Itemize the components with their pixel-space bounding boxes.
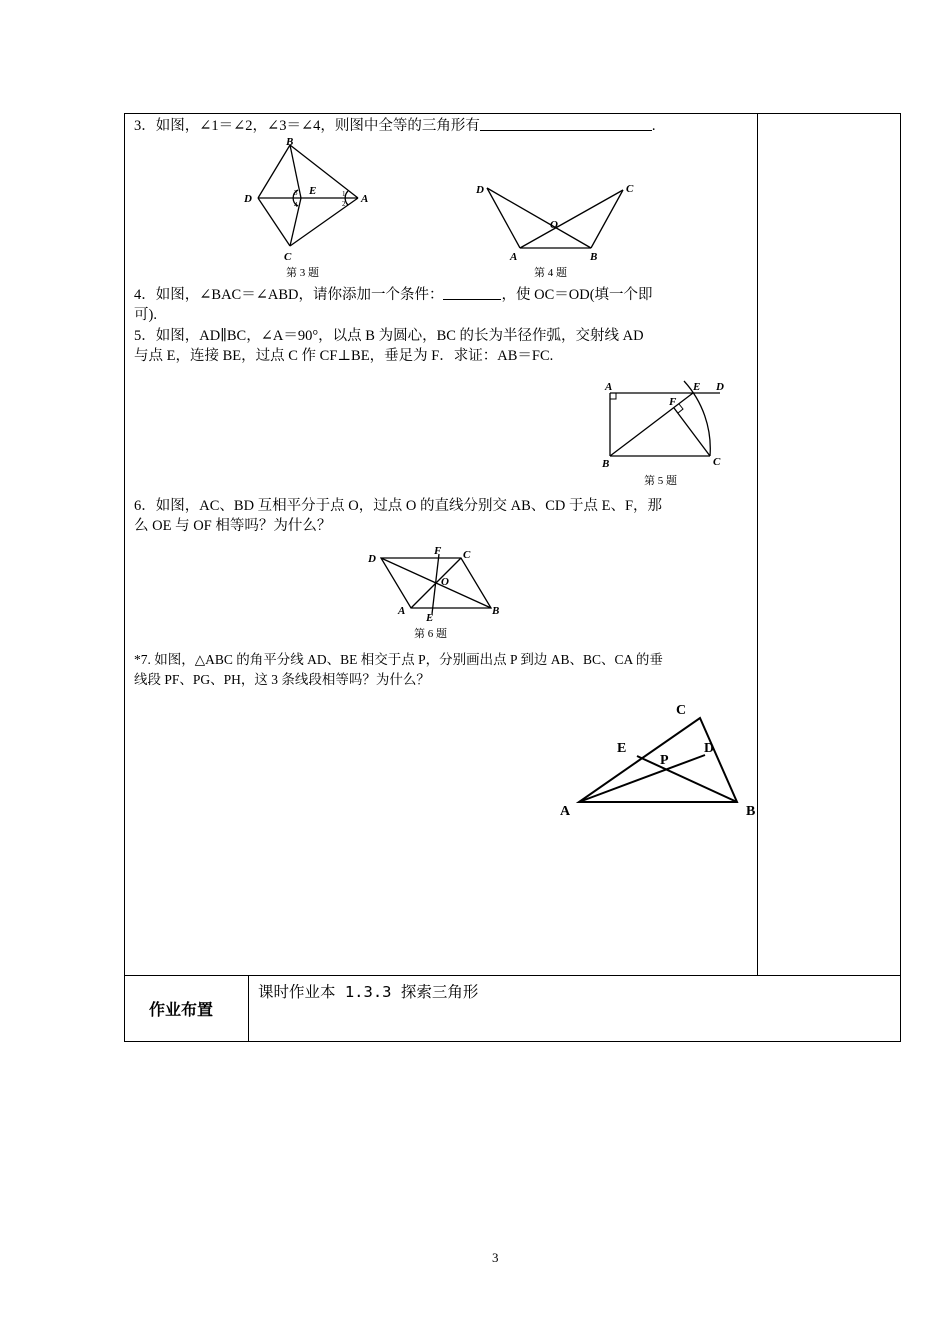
fig5-right-angle-f <box>678 404 683 413</box>
fig3-segment-dc <box>258 198 290 246</box>
page-number: 3 <box>492 1250 499 1265</box>
fig5-caption: 第 5 题 <box>644 475 677 487</box>
fig6-label-a: A <box>398 605 406 617</box>
question-6-line-1: 6．如图，AC、BD 互相平分于点 O，过点 O 的直线分别交 AB、CD 于点 E、F，那 <box>134 498 663 514</box>
figure-7 <box>555 698 760 823</box>
figure-3 <box>230 132 380 282</box>
figure-6 <box>362 542 507 642</box>
question-4-line-2: 可). <box>134 307 157 323</box>
fig6-label-b: B <box>492 605 500 617</box>
fig4-label-b: B <box>590 251 598 263</box>
table-border-right <box>900 113 901 1042</box>
fig6-caption: 第 6 题 <box>414 628 447 640</box>
homework-label: 作业布置 <box>149 1000 214 1019</box>
fig3-angle-1: 1 <box>342 190 346 198</box>
fig3-segment-ba <box>290 145 358 198</box>
fig5-label-c: C <box>713 456 721 468</box>
answer-blank-4 <box>443 285 501 300</box>
question-7-line-2: 线段 PF、PG、PH，这 3 条线段相等吗？为什么？ <box>134 672 430 687</box>
fig7-label-p: P <box>660 753 669 768</box>
fig7-label-c: C <box>676 703 687 718</box>
fig3-label-e: E <box>309 185 317 197</box>
figure-4 <box>470 176 645 281</box>
question-4-text-b: ，使 OC＝OD(填一个即 <box>501 287 653 303</box>
fig4-label-c: C <box>626 183 634 195</box>
figure-5 <box>596 373 741 491</box>
fig6-label-d: D <box>368 553 376 565</box>
fig7-label-e: E <box>617 741 627 756</box>
fig3-segment-bd <box>258 145 290 198</box>
fig6-label-c: C <box>463 549 471 561</box>
answer-blank-3 <box>480 116 652 131</box>
fig5-label-b: B <box>602 458 610 470</box>
fig3-label-a: A <box>361 193 369 205</box>
question-4-line-1 <box>134 285 653 305</box>
fig3-angle-3: 3 <box>294 189 298 197</box>
fig4-label-d: D <box>476 184 484 196</box>
fig5-right-angle-a <box>610 393 616 399</box>
fig3-angle-4: 4 <box>294 201 298 209</box>
table-row-divider <box>124 975 901 976</box>
question-6-line-2: 么 OE 与 OF 相等吗？为什么？ <box>134 518 332 534</box>
fig5-segment-be <box>610 393 693 456</box>
fig4-label-o: O <box>550 219 558 231</box>
table-border-bottom <box>124 1041 901 1042</box>
table-inner-vertical <box>757 113 758 975</box>
fig4-segment-db <box>487 188 591 248</box>
homework-content: 课时作业本 1.3.3 探索三角形 <box>258 983 479 1001</box>
fig5-label-a: A <box>605 381 613 393</box>
fig3-label-d: D <box>244 193 252 205</box>
fig6-label-e: E <box>426 612 434 624</box>
fig5-label-f: F <box>669 396 677 408</box>
question-3-text: 3．如图，∠1＝∠2，∠3＝∠4，则图中全等的三角形有 <box>134 118 480 134</box>
fig3-label-b: B <box>286 136 294 148</box>
question-5-line-2: 与点 E，连接 BE，过点 C 作 CF⊥BE，垂足为 F．求证：AB＝FC. <box>134 348 554 364</box>
table-label-divider <box>248 975 249 1042</box>
fig3-label-c: C <box>284 251 292 263</box>
fig7-label-b: B <box>746 804 756 819</box>
fig3-segment-ca <box>290 198 358 246</box>
fig3-caption: 第 3 题 <box>286 267 319 279</box>
fig7-label-d: D <box>704 741 715 756</box>
fig4-label-a: A <box>510 251 518 263</box>
question-5-line-1: 5．如图，AD∥BC，∠A＝90°，以点 B 为圆心，BC 的长为半径作弧，交射线 AD <box>134 328 644 344</box>
fig5-label-d: D <box>716 381 724 393</box>
fig7-label-a: A <box>560 804 571 819</box>
fig6-label-f: F <box>434 545 442 557</box>
fig7-triangle-abc <box>579 718 737 802</box>
fig4-caption: 第 4 题 <box>534 267 567 279</box>
fig3-angle-2: 2 <box>342 200 346 208</box>
question-7-line-1: *7. 如图，△ABC 的角平分线 AD、BE 相交于点 P，分别画出点 P 到边 AB、BC、CA 的垂 <box>134 652 663 667</box>
table-border-top <box>124 113 901 114</box>
question-3-end: . <box>651 118 656 134</box>
fig7-segment-be <box>637 756 737 802</box>
question-3 <box>134 116 655 136</box>
question-4-text-a: 4．如图，∠BAC＝∠ABD，请你添加一个条件： <box>134 287 444 303</box>
table-border-left <box>124 113 125 1042</box>
fig5-label-e: E <box>693 381 701 393</box>
fig6-label-o: O <box>441 576 449 588</box>
